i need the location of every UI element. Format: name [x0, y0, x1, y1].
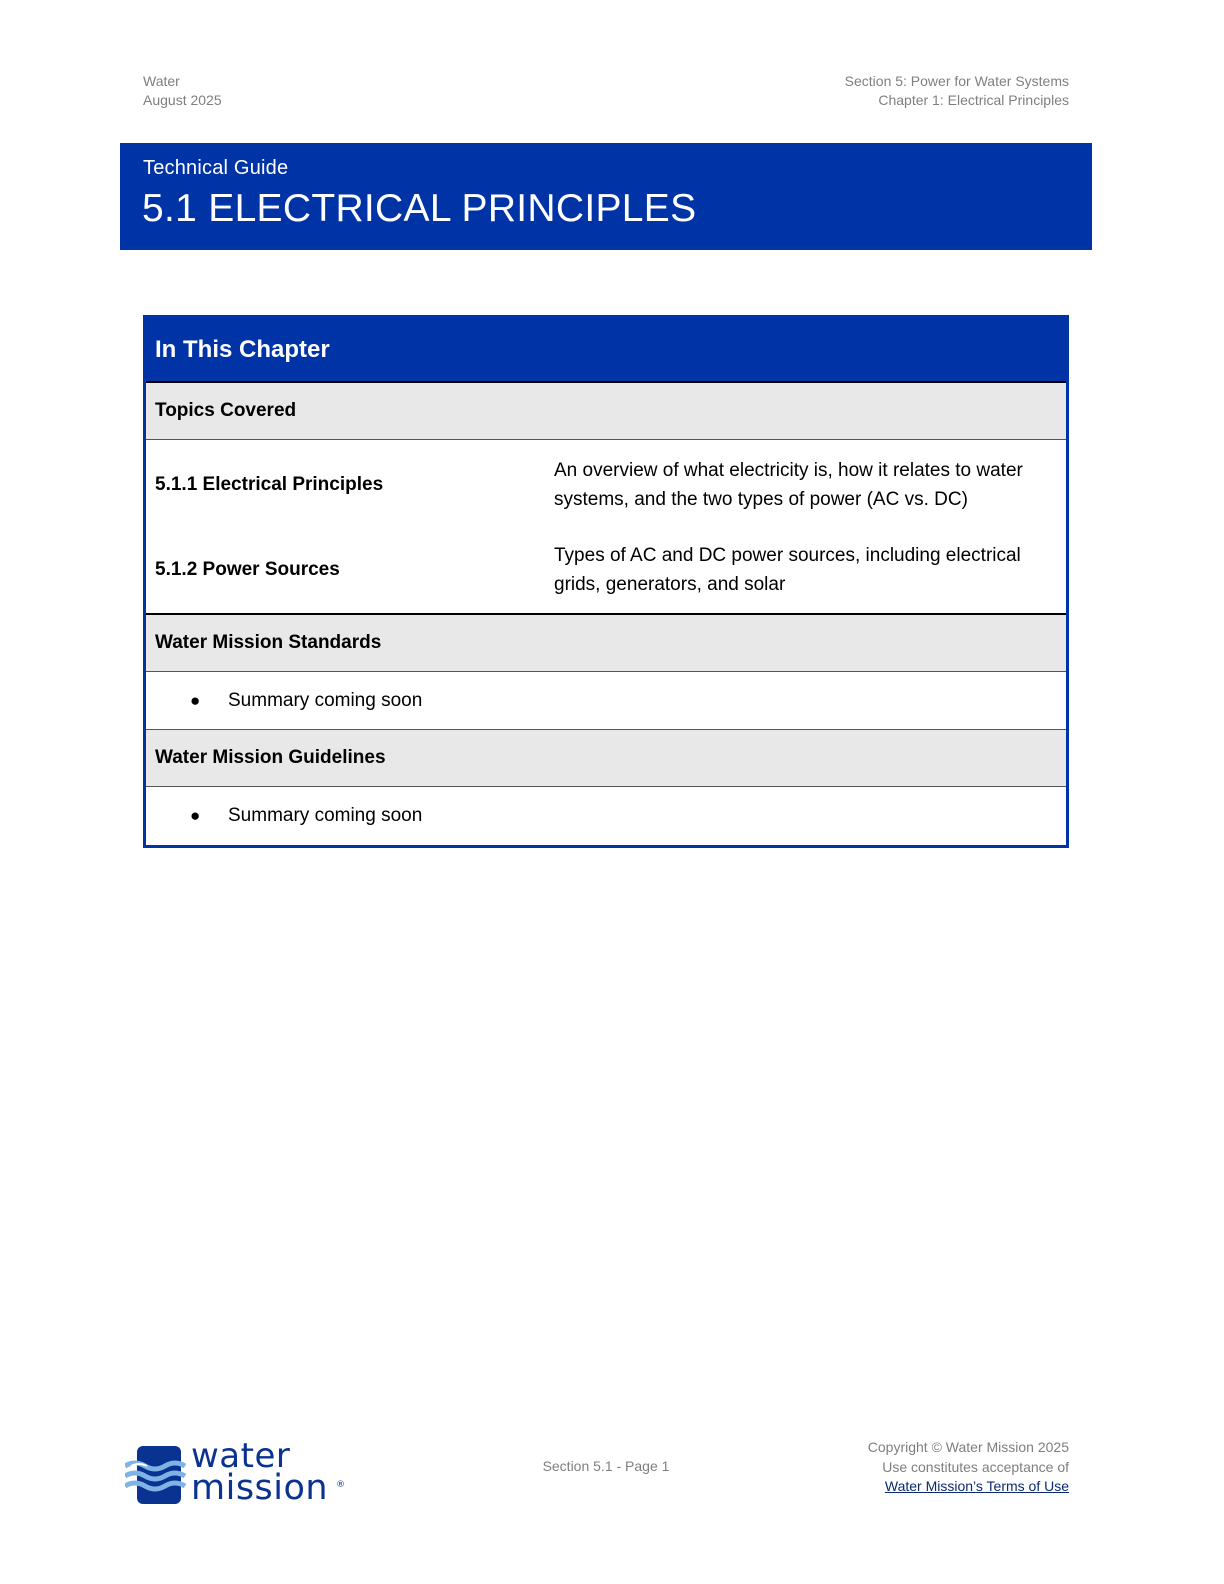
page-title: 5.1 ELECTRICAL PRINCIPLES: [142, 187, 697, 230]
topic-row: [146, 454, 1066, 515]
copyright-text: Copyright © Water Mission 2025: [867, 1439, 1069, 1455]
topic-name: 5.1.2 Power Sources: [155, 558, 340, 580]
standards-item: [146, 672, 1066, 730]
guidelines-item-text: Summary coming soon: [228, 805, 423, 826]
topic-row: [146, 539, 1066, 600]
banner-subtitle: Technical Guide: [143, 157, 289, 179]
header-section: Section 5: Power for Water Systems: [844, 73, 1069, 89]
terms-of-use-link[interactable]: Water Mission’s Terms of Use: [884, 1478, 1069, 1494]
chapter-heading: In This Chapter: [146, 318, 1066, 383]
bullet-icon: ●: [190, 690, 201, 710]
standards-heading: Water Mission Standards: [146, 615, 1066, 672]
bullet-icon: ●: [190, 806, 201, 825]
header-left: [143, 72, 222, 110]
guidelines-heading: Water Mission Guidelines: [146, 730, 1066, 787]
standards-item-text: Summary coming soon: [228, 689, 423, 711]
title-banner: [120, 143, 1092, 250]
logo-word-water: water: [191, 1436, 291, 1476]
topic-description: Types of AC and DC power sources, including electrical grids, generators, and solar: [554, 544, 1021, 595]
page-number: Section 5.1 - Page 1: [542, 1458, 670, 1474]
registered-mark: ®: [336, 1480, 346, 1490]
header-right: [845, 72, 1069, 110]
topics-list: [146, 440, 1066, 615]
topics-covered-heading: Topics Covered: [146, 383, 1066, 440]
acceptance-text: Use constitutes acceptance of: [882, 1458, 1069, 1475]
in-this-chapter-table: [143, 315, 1069, 848]
header-org: Water: [143, 73, 180, 89]
header-chapter: Chapter 1: Electrical Principles: [878, 92, 1069, 108]
header-date: August 2025: [143, 92, 222, 108]
topic-description: An overview of what electricity is, how it relates to water systems, and the two types of power (AC vs. DC): [554, 459, 1023, 510]
guidelines-item: [146, 787, 1066, 845]
footer-legal: [868, 1438, 1069, 1497]
logo-word-mission: mission: [191, 1468, 329, 1508]
topic-name: 5.1.1 Electrical Principles: [155, 473, 384, 495]
